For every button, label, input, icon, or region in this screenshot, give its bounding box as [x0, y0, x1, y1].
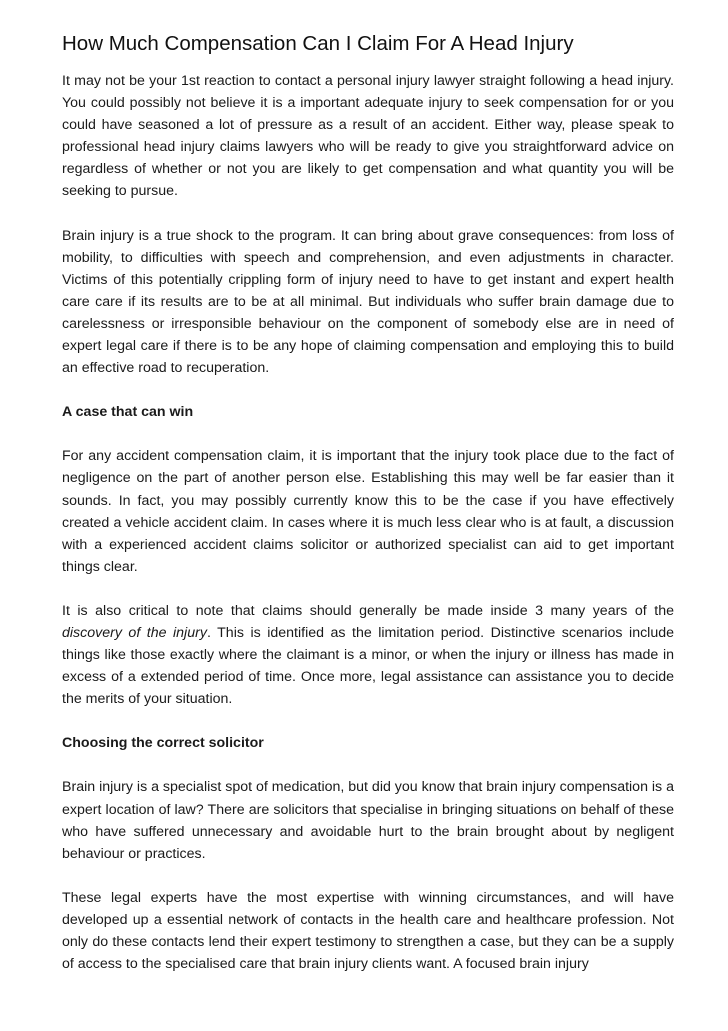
paragraph-specialist: Brain injury is a specialist spot of medication, but did you know that brain injury compensation is a expert location of law? There are solicitors that specialise in bringing situations on behalf of these who have suffered unnecessary and avoidable hurt to the brain brought about by negligent behaviour or practices.	[62, 779, 674, 862]
document-page	[62, 30, 674, 997]
paragraph-limitation-start: It is also critical to note that claims should generally be made inside 3 many years of the	[62, 602, 674, 619]
document-title: How Much Compensation Can I Claim For A Head Injury	[62, 32, 574, 55]
paragraph-limitation	[62, 600, 674, 710]
paragraph-intro: It may not be your 1st reaction to contact a personal injury lawyer straight following a head injury. You could possibly not believe it is a important adequate injury to seek compensation for or you could have seasoned a lot of pressure as a result of an accident. Either way, please speak to professional head injury claims lawyers who will be ready to give you straightforward advice on regardless of whether or not you are likely to get compensation and what quantity you will be seeking to pursue.	[62, 73, 674, 200]
paragraph-limitation-end: . This is identified as the limitation period. Distinctive scenarios include things like those exactly where the claimant is a minor, or when the injury or illness has made in excess of a extended period of time. Once more, legal assistance can assistance you to decide the merits of your situation.	[62, 624, 674, 708]
paragraph-limitation-italic: discovery of the injury	[62, 624, 207, 641]
paragraph-legal-experts: These legal experts have the most expertise with winning circumstances, and will have developed up a essential network of contacts in the health care and healthcare profession. Not only do these contacts lend their expert testimony to strengthen a case, but they can be a supply of access to the specialised care that brain injury clients want. A focused brain injury	[62, 889, 674, 973]
paragraph-negligence: For any accident compensation claim, it is important that the injury took place due to the fact of negligence on the part of another person else. Establishing this may well be far easier than it sounds. In fact, you may possibly currently know this to be the case if you have effectively created a vehicle accident claim. In cases where it is much less clear who is at fault, a discussion with a experienced accident claims solicitor or authorized specialist can aid to get important things clear.	[62, 448, 674, 575]
paragraph-brain-injury: Brain injury is a true shock to the program. It can bring about grave consequences: from loss of mobility, to difficulties with speech and comprehension, and even adjustments in character. Victims of this potentially crippling form of injury need to have to get instant and expert health care care if its results are to be at all minimal. But individuals who suffer brain damage due to carelessness or irresponsible behaviour on the component of somebody else are in need of expert legal care if there is to be any hope of claiming compensation and employing this to build an effective road to recuperation.	[62, 227, 674, 377]
section-heading-case: A case that can win	[62, 404, 194, 421]
section-heading-solicitor: Choosing the correct solicitor	[62, 735, 264, 752]
